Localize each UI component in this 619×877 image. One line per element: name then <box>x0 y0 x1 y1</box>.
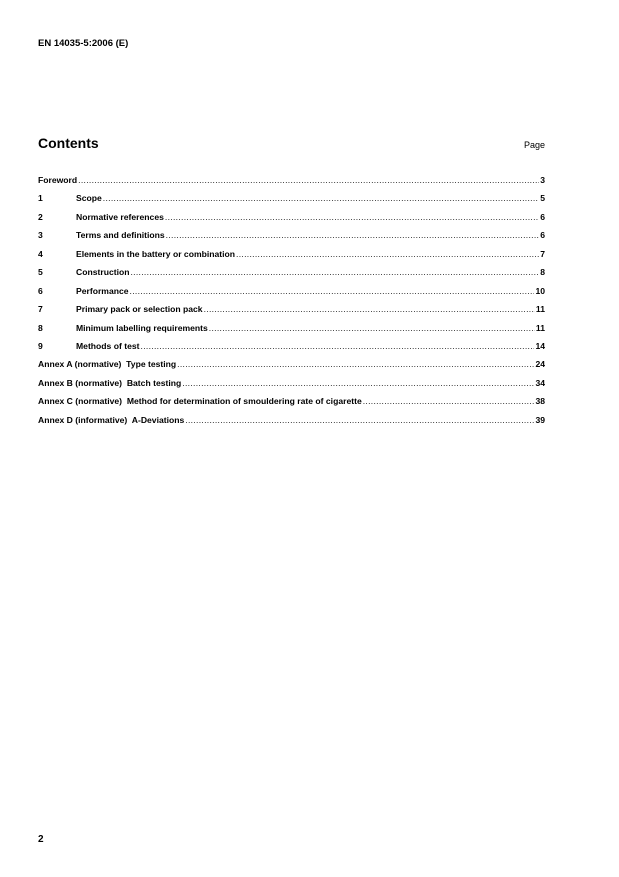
toc-entry-terms-and-definitions[interactable] <box>38 230 545 248</box>
toc-entry-title: Construction <box>76 267 130 278</box>
dot-leader <box>78 175 539 185</box>
toc-entry-scope[interactable] <box>38 193 545 211</box>
toc-entry-title: Minimum labelling requirements <box>76 322 208 333</box>
toc-entry-number: 8 <box>38 322 43 333</box>
toc-entry-page: 34 <box>535 377 545 388</box>
toc-entry-normative-references[interactable] <box>38 212 545 230</box>
toc-entry-number: 3 <box>38 230 43 241</box>
toc-entry-page: 7 <box>540 248 545 259</box>
dot-leader <box>165 212 539 222</box>
toc-entry-annex-a[interactable] <box>38 359 545 377</box>
dot-leader <box>209 323 535 333</box>
toc-entry-title: Annex C (normative) Method for determination of smouldering rate of cigarette <box>38 396 362 407</box>
toc-entry-page: 6 <box>540 230 545 241</box>
toc-entry-title: Normative references <box>76 211 164 222</box>
toc-entry-number: 5 <box>38 267 43 278</box>
toc-entry-construction[interactable] <box>38 267 545 285</box>
toc-entry-title: Scope <box>76 193 102 204</box>
dot-leader <box>141 341 535 351</box>
dot-leader <box>130 267 539 277</box>
toc-entry-page: 14 <box>535 340 545 351</box>
dot-leader <box>130 286 535 296</box>
dot-leader <box>363 396 535 406</box>
toc-entry-annex-d[interactable] <box>38 415 545 433</box>
toc-entry-methods-of-test[interactable] <box>38 341 545 359</box>
toc-entry-page: 5 <box>540 193 545 204</box>
toc-entry-page: 6 <box>540 211 545 222</box>
dot-leader <box>236 249 539 259</box>
toc-entry-elements[interactable] <box>38 249 545 267</box>
table-of-contents <box>38 175 545 433</box>
dot-leader <box>182 378 534 388</box>
page-number: 2 <box>38 834 44 845</box>
toc-entry-title: Methods of test <box>76 340 140 351</box>
toc-entry-page: 24 <box>535 359 545 370</box>
toc-entry-title: Foreword <box>38 175 78 185</box>
dot-leader <box>103 193 539 203</box>
toc-entry-title: Annex D (informative) A-Deviations <box>38 414 185 425</box>
page-column-label: Page <box>523 140 545 150</box>
toc-entry-title: Elements in the battery or combination <box>76 248 236 259</box>
toc-entry-title: Performance <box>76 285 129 296</box>
toc-entry-number: 1 <box>38 193 43 204</box>
toc-entry-primary-pack[interactable] <box>38 304 545 322</box>
toc-entry-number: 9 <box>38 340 43 351</box>
toc-entry-page: 8 <box>540 267 545 278</box>
toc-entry-page: 39 <box>535 414 545 425</box>
dot-leader <box>177 359 534 369</box>
toc-entry-number: 4 <box>38 248 43 259</box>
toc-entry-annex-b[interactable] <box>38 378 545 396</box>
toc-entry-foreword[interactable] <box>38 175 545 193</box>
dot-leader <box>166 230 540 240</box>
toc-entry-page: 10 <box>535 285 545 296</box>
dot-leader <box>185 415 534 425</box>
contents-title: Contents <box>38 135 99 151</box>
dot-leader <box>204 304 535 314</box>
toc-entry-title: Annex B (normative) Batch testing <box>38 377 182 388</box>
toc-entry-page: 11 <box>535 322 545 333</box>
toc-entry-annex-c[interactable] <box>38 396 545 414</box>
toc-entry-page: 38 <box>535 396 545 407</box>
toc-entry-title: Primary pack or selection pack <box>76 304 203 315</box>
toc-entry-title: Terms and definitions <box>76 230 165 241</box>
toc-entry-number: 6 <box>38 285 43 296</box>
toc-entry-performance[interactable] <box>38 286 545 304</box>
document-header: EN 14035-5:2006 (E) <box>38 38 129 49</box>
toc-entry-title: Annex A (normative) Type testing <box>38 359 177 370</box>
toc-entry-labelling[interactable] <box>38 323 545 341</box>
toc-entry-page: 3 <box>540 175 545 185</box>
toc-entry-number: 2 <box>38 211 43 222</box>
toc-entry-number: 7 <box>38 304 43 315</box>
toc-entry-page: 11 <box>535 304 545 315</box>
